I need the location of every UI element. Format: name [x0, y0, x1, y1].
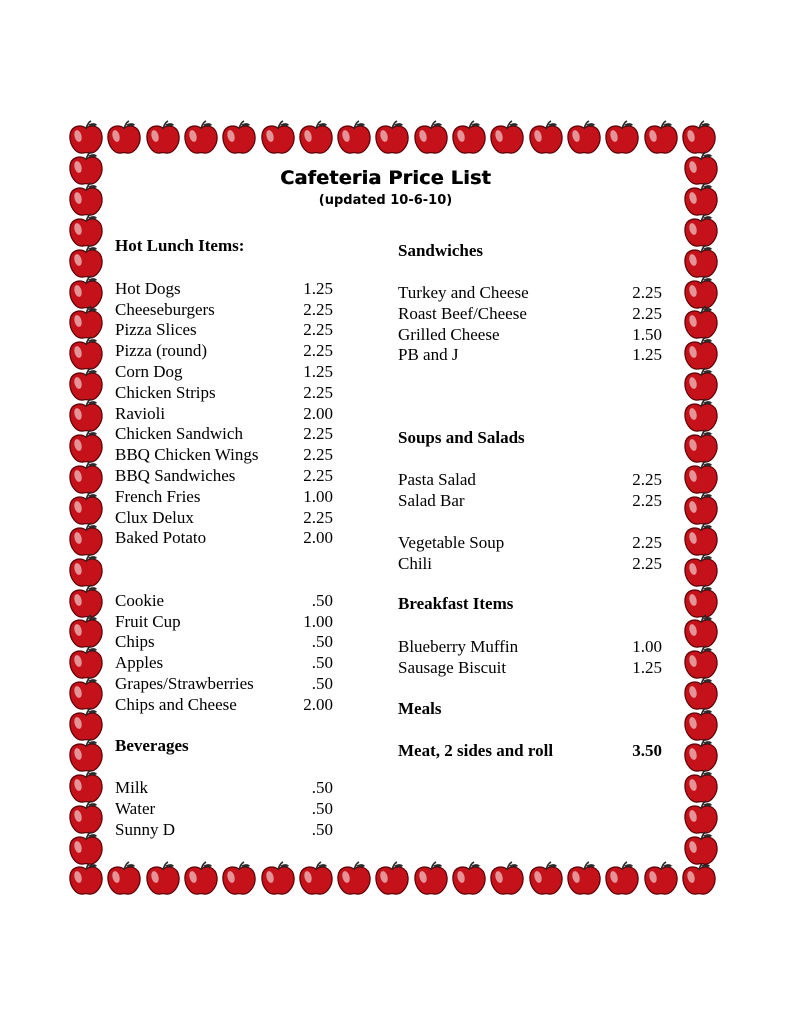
- item-name: Chili: [398, 554, 433, 573]
- item-price: .50: [311, 674, 333, 693]
- breakfast-heading: Breakfast Items: [398, 594, 514, 613]
- item-name: Chicken Sandwich: [115, 424, 243, 443]
- item-price: 2.25: [632, 533, 662, 552]
- item-name: Salad Bar: [398, 491, 465, 510]
- item-name: Pasta Salad: [398, 470, 476, 489]
- apple-icon: [641, 860, 681, 900]
- item-price: 1.25: [303, 362, 333, 381]
- item-price: 1.25: [303, 279, 333, 298]
- menu-item: [398, 490, 662, 511]
- item-name: Cheeseburgers: [115, 300, 215, 319]
- apple-icon: [564, 860, 604, 900]
- menu-item: [398, 636, 662, 657]
- apple-icon: [296, 860, 336, 900]
- item-name: Apples: [115, 653, 164, 672]
- menu-item: [115, 403, 333, 424]
- apple-icon: [526, 860, 566, 900]
- menu-item: [115, 673, 333, 694]
- soups-salads-heading: Soups and Salads: [398, 428, 525, 447]
- item-name: Chicken Strips: [115, 383, 216, 402]
- menu-item: [115, 299, 333, 320]
- item-price: 1.00: [303, 612, 333, 631]
- menu-item: [398, 324, 662, 345]
- menu-item: [115, 382, 333, 403]
- apple-icon: [258, 860, 298, 900]
- apple-icon: [641, 119, 681, 159]
- hot-lunch-heading: Hot Lunch Items:: [115, 236, 245, 255]
- apple-icon: [372, 119, 412, 159]
- item-price: .50: [311, 778, 333, 797]
- item-price: 3.50: [632, 741, 662, 760]
- item-name: BBQ Chicken Wings: [115, 445, 259, 464]
- item-price: 2.25: [632, 491, 662, 510]
- item-name: Clux Delux: [115, 508, 194, 527]
- menu-item: [115, 777, 333, 798]
- apple-icon: [449, 860, 489, 900]
- item-name: Pizza (round): [115, 341, 208, 360]
- item-price: 2.25: [303, 445, 333, 464]
- item-price: 1.25: [632, 658, 662, 677]
- apple-icon: [334, 119, 374, 159]
- item-price: 2.00: [303, 695, 333, 714]
- menu-item: [398, 657, 662, 678]
- item-price: 2.25: [632, 283, 662, 302]
- meals-heading: Meals: [398, 699, 442, 718]
- item-name: Baked Potato: [115, 528, 207, 547]
- item-price: 2.25: [303, 383, 333, 402]
- item-name: Turkey and Cheese: [398, 283, 529, 302]
- item-name: Chips and Cheese: [115, 695, 237, 714]
- apple-icon: [487, 119, 527, 159]
- menu-item: [115, 340, 333, 361]
- menu-item: [398, 553, 662, 574]
- menu-item: [115, 486, 333, 507]
- apple-icon: [372, 860, 412, 900]
- item-price: 2.25: [303, 508, 333, 527]
- menu-item: [115, 527, 333, 548]
- item-price: .50: [311, 820, 333, 839]
- apple-icon: [143, 860, 183, 900]
- apple-icon: [449, 119, 489, 159]
- item-price: 2.25: [303, 300, 333, 319]
- apple-icon: [411, 860, 451, 900]
- beverages-heading: Beverages: [115, 736, 189, 755]
- item-price: .50: [311, 632, 333, 651]
- menu-item: [115, 319, 333, 340]
- item-name: Blueberry Muffin: [398, 637, 519, 656]
- menu-item: [115, 694, 333, 715]
- menu-item: [115, 631, 333, 652]
- apple-icon: [602, 119, 642, 159]
- item-price: .50: [311, 653, 333, 672]
- menu-item: [115, 507, 333, 528]
- item-name: Grilled Cheese: [398, 325, 500, 344]
- item-price: .50: [311, 799, 333, 818]
- item-price: 1.50: [632, 325, 662, 344]
- apple-icon: [143, 119, 183, 159]
- item-name: Ravioli: [115, 404, 166, 423]
- item-name: Vegetable Soup: [398, 533, 505, 552]
- item-name: Milk: [115, 778, 149, 797]
- menu-item: [115, 652, 333, 673]
- apple-icon: [681, 830, 721, 870]
- apple-icon: [104, 119, 144, 159]
- item-name: Sunny D: [115, 820, 175, 839]
- item-name: Corn Dog: [115, 362, 183, 381]
- apple-icon: [296, 119, 336, 159]
- menu-item: [398, 344, 662, 365]
- item-name: PB and J: [398, 345, 459, 364]
- item-price: 2.25: [632, 470, 662, 489]
- item-price: .50: [311, 591, 333, 610]
- item-price: 1.00: [303, 487, 333, 506]
- item-name: Chips: [115, 632, 155, 651]
- apple-icon: [181, 119, 221, 159]
- item-name: Roast Beef/Cheese: [398, 304, 527, 323]
- page-subtitle: (updated 10-6-10): [318, 193, 453, 208]
- menu-item: [115, 819, 333, 840]
- apple-icon: [526, 119, 566, 159]
- item-name: Sausage Biscuit: [398, 658, 507, 677]
- menu-item: [115, 361, 333, 382]
- apple-icon: [181, 860, 221, 900]
- apple-icon: [258, 119, 298, 159]
- item-price: 2.00: [303, 528, 333, 547]
- item-price: 2.25: [632, 554, 662, 573]
- apple-icon: [66, 830, 106, 870]
- menu-item: [115, 278, 333, 299]
- menu-item: [398, 532, 662, 553]
- menu-item: [115, 465, 333, 486]
- item-price: 2.25: [303, 341, 333, 360]
- item-price: 1.00: [632, 637, 662, 656]
- menu-item: [115, 798, 333, 819]
- item-name: BBQ Sandwiches: [115, 466, 236, 485]
- menu-item: [115, 444, 333, 465]
- item-name: Meat, 2 sides and roll: [398, 741, 554, 760]
- apple-icon: [564, 119, 604, 159]
- apple-icon: [104, 860, 144, 900]
- item-name: Grapes/Strawberries: [115, 674, 254, 693]
- sandwiches-heading: Sandwiches: [398, 241, 484, 260]
- item-name: French Fries: [115, 487, 201, 506]
- menu-item: [398, 303, 662, 324]
- apple-icon: [219, 860, 259, 900]
- item-name: Hot Dogs: [115, 279, 181, 298]
- item-price: 1.25: [632, 345, 662, 364]
- apple-icon: [487, 860, 527, 900]
- item-name: Cookie: [115, 591, 165, 610]
- apple-icon: [602, 860, 642, 900]
- item-price: 2.25: [303, 466, 333, 485]
- apple-icon: [334, 860, 374, 900]
- item-price: 2.00: [303, 404, 333, 423]
- menu-item: [115, 611, 333, 632]
- item-name: Pizza Slices: [115, 320, 197, 339]
- apple-icon: [411, 119, 451, 159]
- item-price: 2.25: [303, 320, 333, 339]
- page-title: Cafeteria Price List: [280, 167, 491, 189]
- menu-item: [398, 282, 662, 303]
- menu-item: [398, 740, 662, 761]
- item-name: Water: [115, 799, 156, 818]
- menu-item: [398, 469, 662, 490]
- apple-icon: [219, 119, 259, 159]
- item-price: 2.25: [632, 304, 662, 323]
- menu-item: [115, 590, 333, 611]
- menu-item: [115, 423, 333, 444]
- item-price: 2.25: [303, 424, 333, 443]
- item-name: Fruit Cup: [115, 612, 181, 631]
